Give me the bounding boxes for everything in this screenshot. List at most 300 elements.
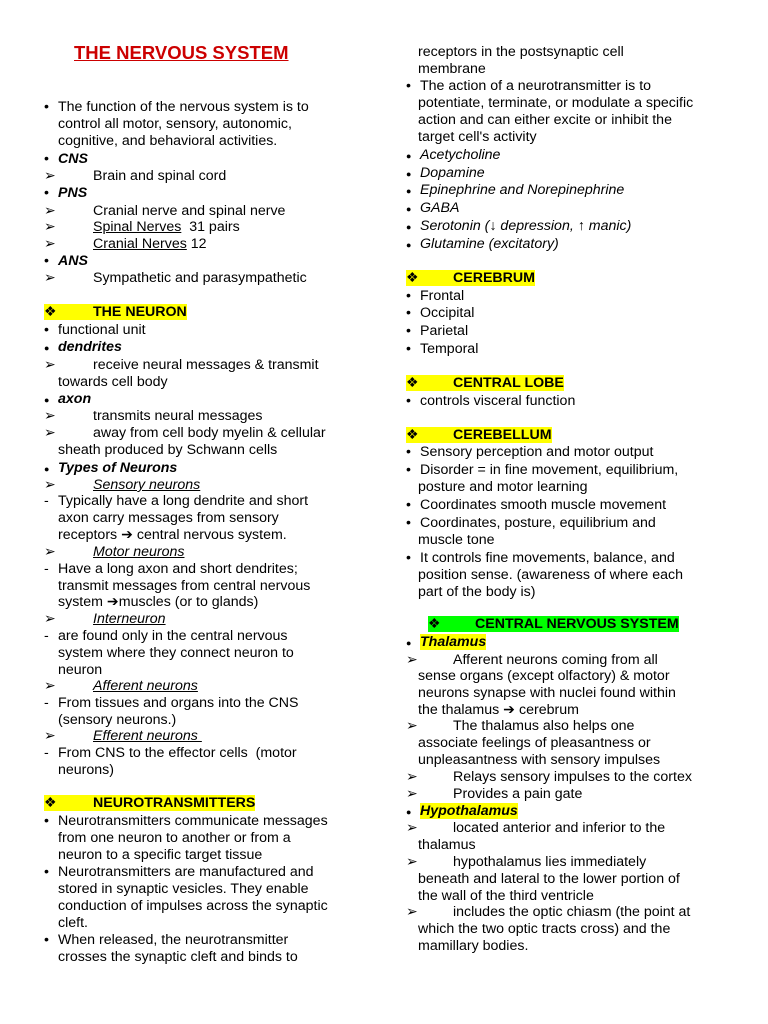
- bullet-marker: •: [44, 185, 49, 201]
- diamond-bullet-icon: ❖: [428, 616, 441, 632]
- line-text: receptors in the postsynaptic cell: [418, 44, 624, 60]
- line-text: neurons): [58, 762, 114, 778]
- line-content: [420, 550, 675, 566]
- bullet-marker: •: [406, 288, 411, 304]
- line-text: from one neuron to another or from a: [58, 830, 291, 846]
- line-content: [58, 322, 146, 338]
- bullet-marker: •: [406, 515, 411, 531]
- arrow-bullet-icon: ➢: [44, 236, 56, 252]
- arrow-bullet-icon: ➢: [44, 477, 56, 493]
- underlined-term: Cranial Nerves: [93, 236, 187, 252]
- line-content: [58, 578, 310, 594]
- line-content: [58, 645, 294, 661]
- right-line-hypothalamus-lies-immediately: [406, 854, 646, 871]
- line-content: [93, 270, 307, 286]
- bullet-marker: ●: [406, 151, 412, 161]
- right-line-epinephrine-and-norepinephrine: [406, 182, 624, 199]
- line-text: The action of a neurotransmitter is to: [420, 78, 652, 94]
- line-text: Interneuron: [93, 611, 166, 627]
- right-line-acetycholine: [406, 147, 500, 164]
- left-line-the-neuron: [44, 304, 187, 321]
- left-line-sensory-neurons: [58, 712, 176, 729]
- line-text: located anterior and inferior to the: [453, 820, 666, 836]
- line-text: Provides a pain gate: [453, 786, 583, 802]
- line-text: From CNS to the effector cells (motor: [58, 745, 297, 761]
- line-text: Typically have a long dendrite and short: [58, 493, 309, 509]
- line-text: Disorder = in fine movement, equilibrium,: [420, 462, 679, 478]
- line-content: [420, 393, 575, 409]
- right-line-receptors-in-the-postsynaptic-cell: [418, 44, 624, 61]
- highlight: [428, 616, 679, 632]
- line-text: CNS: [58, 151, 88, 167]
- line-text: receive neural messages & transmit: [93, 357, 319, 373]
- line-content: [93, 236, 207, 252]
- bullet-marker: •: [406, 497, 411, 513]
- line-content: [93, 611, 166, 627]
- line-text: potentiate, terminate, or modulate a specific: [418, 95, 694, 111]
- right-line-includes-the-optic-chiasm-the-point-at: [406, 904, 690, 921]
- line-content: [418, 752, 660, 768]
- line-text: system ➔muscles (or to glands): [58, 594, 259, 610]
- bullet-marker: •: [406, 341, 411, 357]
- left-line-system-where-they-connect-neuron-to: [58, 645, 294, 662]
- line-content: [420, 236, 559, 252]
- left-line-from-one-neuron-to-another-or-from-a: [58, 830, 291, 847]
- line-content: [420, 444, 653, 460]
- bullet-marker: •: [44, 151, 49, 167]
- right-line-the-thalamus-also-helps-one: [406, 718, 634, 735]
- right-line-occipital: [406, 305, 474, 322]
- left-line-brain-and-spinal-cord: [44, 168, 226, 185]
- arrow-bullet-icon: ➢: [44, 270, 56, 286]
- line-content: [420, 288, 464, 304]
- right-line-associate-feelings-of-pleasantness-or: [418, 735, 651, 752]
- left-line-sheath-produced-by-schwann-cells: [58, 442, 277, 459]
- line-content: [58, 460, 177, 476]
- line-content: [420, 497, 666, 513]
- line-text: Thalamus: [420, 634, 487, 650]
- right-line-frontal: [406, 288, 464, 305]
- bullet-marker: ●: [44, 395, 50, 405]
- left-line-crosses-the-synaptic-cleft-and-binds-to: [58, 949, 298, 966]
- line-text: transmits neural messages: [93, 408, 263, 424]
- arrow-bullet-icon: ➢: [44, 168, 56, 184]
- line-content: [93, 678, 198, 694]
- right-line-hypothalamus: [406, 803, 518, 820]
- left-line-the-function-of-the-nervous-system-is-to: [44, 99, 309, 116]
- line-content: [58, 442, 277, 458]
- line-content: [58, 151, 88, 167]
- line-text: Glutamine (excitatory): [420, 236, 559, 252]
- line-text: NEUROTRANSMITTERS: [93, 795, 256, 811]
- right-line-located-anterior-and-inferior-to-the: [406, 820, 665, 837]
- right-line-parietal: [406, 323, 468, 340]
- bullet-marker: -: [44, 745, 49, 761]
- line-content: [420, 323, 468, 339]
- bullet-marker: ●: [406, 204, 412, 214]
- left-line-conduction-of-impulses-across-the-synapt: [58, 898, 328, 915]
- line-text: Coordinates, posture, equilibrium and: [420, 515, 656, 531]
- highlight: [406, 375, 564, 391]
- line-text: the wall of the third ventricle: [418, 888, 594, 904]
- bullet-marker: ●: [44, 343, 50, 353]
- arrow-bullet-icon: ➢: [406, 769, 418, 785]
- line-text: ANS: [58, 253, 88, 269]
- line-text: 31 pairs: [181, 219, 240, 235]
- bullet-marker: ●: [406, 169, 412, 179]
- right-line-temporal: [406, 341, 478, 358]
- left-line-sensory-neurons: [44, 477, 200, 494]
- right-line-beneath-and-lateral-to-the-lower-portion: [418, 871, 680, 888]
- line-text: Acetycholine: [420, 147, 501, 163]
- line-text: Efferent neurons: [93, 728, 202, 744]
- bullet-marker: •: [406, 444, 411, 460]
- left-line-axon-carry-messages-from-sensory: [58, 510, 279, 527]
- right-line-action-and-can-either-excite-or-inhibit-: [418, 112, 672, 129]
- line-content: [418, 479, 588, 495]
- left-line-efferent-neurons: [44, 728, 202, 745]
- line-text: action and can either excite or inhibit the: [418, 112, 672, 128]
- bullet-marker: -: [44, 695, 49, 711]
- bullet-marker: •: [44, 322, 49, 338]
- line-text: receptors ➔ central nervous system.: [58, 527, 287, 543]
- line-content: [58, 594, 258, 610]
- arrow-bullet-icon: ➢: [44, 611, 56, 627]
- diamond-bullet-icon: ❖: [406, 427, 419, 443]
- line-content: [58, 813, 328, 829]
- highlight: [44, 304, 187, 320]
- line-content: [418, 112, 672, 128]
- line-content: [58, 391, 91, 407]
- left-line-transmit-messages-from-central-nervous: [58, 578, 310, 595]
- line-text: sense organs (except olfactory) & motor: [418, 668, 670, 684]
- line-content: [418, 567, 683, 583]
- bullet-marker: -: [44, 493, 49, 509]
- line-content: [58, 374, 168, 390]
- right-line-central-nervous-system: [428, 616, 679, 633]
- arrow-bullet-icon: ➢: [44, 357, 56, 373]
- diamond-bullet-icon: ❖: [44, 304, 57, 320]
- line-text: away from cell body myelin & cellular: [93, 425, 326, 441]
- right-line-membrane: [418, 61, 486, 78]
- line-text: transmit messages from central nervous: [58, 578, 311, 594]
- right-line-provides-a-pain-gate: [406, 786, 582, 803]
- bullet-marker: •: [44, 813, 49, 829]
- line-content: [58, 510, 279, 526]
- highlight: [406, 270, 535, 286]
- right-line-muscle-tone: [418, 532, 495, 549]
- line-content: [58, 949, 298, 965]
- line-text: axon: [58, 391, 92, 407]
- highlight: [420, 634, 486, 650]
- line-content: [418, 668, 670, 684]
- line-content: [58, 864, 314, 880]
- left-line-neuron: [58, 662, 102, 679]
- left-line-when-released-the-neurotransmitter: [44, 932, 288, 949]
- left-line-have-a-long-axon-and-short-dendrites: [44, 561, 298, 578]
- line-content: [453, 652, 658, 668]
- line-text: Dopamine: [420, 165, 485, 181]
- line-text: GABA: [420, 200, 460, 216]
- line-content: [58, 915, 88, 931]
- left-line-from-cns-to-the-effector-cells-motor: [44, 745, 297, 762]
- left-line-receive-neural-messages-transmit: [44, 357, 319, 374]
- diamond-bullet-icon: ❖: [406, 375, 419, 391]
- bullet-marker: •: [406, 393, 411, 409]
- highlight: [44, 795, 255, 811]
- arrow-bullet-icon: ➢: [406, 786, 418, 802]
- left-line-from-tissues-and-organs-into-the-cns: [44, 695, 299, 712]
- right-line-mamillary-bodies: [418, 938, 528, 955]
- line-text: Sensory neurons: [93, 477, 201, 493]
- line-content: [453, 820, 665, 836]
- line-content: [58, 116, 292, 132]
- left-line-axon: [44, 391, 91, 408]
- line-content: [93, 219, 240, 235]
- right-line-neurons-synapse-with-nuclei-found-within: [418, 685, 676, 702]
- arrow-bullet-icon: ➢: [44, 425, 56, 441]
- line-text: Neurotransmitters communicate messages: [58, 813, 328, 829]
- right-line-thalamus: [406, 634, 486, 651]
- line-text: Afferent neurons coming from all: [453, 652, 658, 668]
- right-line-disorder-in-fine-movement-equilibrium: [406, 462, 678, 479]
- left-line-neurotransmitters-are-manufactured-and: [44, 864, 314, 881]
- line-text: CENTRAL NERVOUS SYSTEM: [475, 616, 679, 632]
- left-line-transmits-neural-messages: [44, 408, 263, 425]
- line-content: [93, 728, 202, 744]
- arrow-bullet-icon: ➢: [44, 544, 56, 560]
- line-text: towards cell body: [58, 374, 168, 390]
- right-line-part-of-the-body-is: [418, 584, 536, 601]
- bullet-marker: •: [406, 462, 411, 478]
- line-content: [93, 357, 319, 373]
- line-content: [58, 185, 87, 201]
- right-line-central-lobe: [406, 375, 564, 392]
- right-line-sense-organs-except-olfactory-motor: [418, 668, 670, 685]
- right-line-potentiate-terminate-or-modulate-a-speci: [418, 95, 693, 112]
- line-content: [420, 182, 624, 198]
- bullet-marker: •: [44, 932, 49, 948]
- left-line-neurotransmitters: [44, 795, 255, 812]
- arrow-bullet-icon: ➢: [44, 728, 56, 744]
- line-content: [453, 718, 634, 734]
- line-text: 12: [186, 236, 207, 252]
- line-content: [420, 147, 500, 163]
- left-line-away-from-cell-body-myelin-cellular: [44, 425, 326, 442]
- left-line-the-nervous-system: [74, 44, 289, 61]
- line-text: THE NEURON: [93, 304, 187, 320]
- right-line-glutamine-excitatory: [406, 236, 559, 253]
- line-text: muscle tone: [418, 532, 495, 548]
- line-content: [418, 938, 528, 954]
- line-content: [420, 341, 478, 357]
- line-content: [58, 253, 88, 269]
- arrow-bullet-icon: ➢: [44, 408, 56, 424]
- line-text: Brain and spinal cord: [93, 168, 227, 184]
- bullet-marker: ●: [406, 222, 412, 232]
- line-content: [420, 78, 651, 94]
- line-content: [453, 854, 646, 870]
- right-line-which-the-two-optic-tracts-cross-and-the: [418, 921, 670, 938]
- line-text: membrane: [418, 61, 486, 77]
- arrow-bullet-icon: ➢: [406, 854, 418, 870]
- line-content: [58, 712, 176, 728]
- arrow-bullet-icon: ➢: [406, 718, 418, 734]
- line-content: [93, 425, 326, 441]
- left-line-neurons: [58, 762, 114, 779]
- right-line-the-thalamus-cerebrum: [418, 702, 579, 719]
- underlined-term: Spinal Nerves: [93, 219, 182, 235]
- line-content: [58, 493, 308, 509]
- line-content: [418, 837, 476, 853]
- line-text: Cranial nerve and spinal nerve: [93, 203, 286, 219]
- line-text: target cell's activity: [418, 129, 537, 145]
- left-line-sympathetic-and-parasympathetic: [44, 270, 307, 287]
- bullet-marker: •: [44, 864, 49, 880]
- line-content: [58, 932, 288, 948]
- left-line-system-muscles-or-to-glands: [58, 594, 258, 611]
- line-text: Frontal: [420, 288, 465, 304]
- line-text: conduction of impulses across the synaptic: [58, 898, 328, 914]
- right-line-target-cell-s-activity: [418, 129, 537, 146]
- line-text: Coordinates smooth muscle movement: [420, 497, 667, 513]
- line-text: crosses the synaptic cleft and binds to: [58, 949, 298, 965]
- line-text: the thalamus ➔ cerebrum: [418, 702, 579, 718]
- line-content: [93, 544, 184, 560]
- line-content: [93, 408, 263, 424]
- arrow-bullet-icon: ➢: [44, 678, 56, 694]
- left-line-dendrites: [44, 339, 122, 356]
- line-text: stored in synaptic vesicles. They enable: [58, 881, 309, 897]
- left-line-neuron-to-a-specific-target-tissue: [58, 847, 262, 864]
- right-line-cerebellum: [406, 427, 552, 444]
- line-text: functional unit: [58, 322, 146, 338]
- line-text: position sense. (awareness of where each: [418, 567, 683, 583]
- line-content: [420, 305, 474, 321]
- right-line-the-wall-of-the-third-ventricle: [418, 888, 594, 905]
- right-line-the-action-of-a-neurotransmitter-is-to: [406, 78, 651, 95]
- left-line-neurotransmitters-communicate-messages: [44, 813, 328, 830]
- line-content: [453, 769, 692, 785]
- line-content: [418, 888, 594, 904]
- left-line-types-of-neurons: [44, 460, 177, 477]
- line-content: [420, 165, 485, 181]
- line-content: [420, 515, 656, 531]
- line-content: [58, 628, 288, 644]
- line-text: Relays sensory impulses to the cortex: [453, 769, 692, 785]
- line-text: are found only in the central nervous: [58, 628, 288, 644]
- line-content: [93, 203, 285, 219]
- bullet-marker: •: [406, 550, 411, 566]
- line-text: When released, the neurotransmitter: [58, 932, 289, 948]
- right-line-coordinates-smooth-muscle-movement: [406, 497, 666, 514]
- line-text: Afferent neurons: [93, 678, 198, 694]
- line-text: Occipital: [420, 305, 475, 321]
- line-text: Have a long axon and short dendrites;: [58, 561, 298, 577]
- line-content: [418, 584, 536, 600]
- line-text: control all motor, sensory, autonomic,: [58, 116, 292, 132]
- line-text: part of the body is): [418, 584, 536, 600]
- left-line-motor-neurons: [44, 544, 184, 561]
- left-line-stored-in-synaptic-vesicles-they-enable: [58, 881, 309, 898]
- right-line-thalamus: [418, 837, 476, 854]
- line-text: CENTRAL LOBE: [453, 375, 564, 391]
- line-text: Hypothalamus: [420, 803, 518, 819]
- line-content: [58, 133, 277, 149]
- line-content: [418, 95, 693, 111]
- line-content: [58, 881, 309, 897]
- bullet-marker: ●: [406, 807, 412, 817]
- bullet-marker: ●: [406, 186, 412, 196]
- right-line-position-sense-awareness-of-where-each: [418, 567, 683, 584]
- line-content: [418, 921, 670, 937]
- bullet-marker: -: [44, 628, 49, 644]
- right-line-posture-and-motor-learning: [418, 479, 588, 496]
- line-content: [418, 61, 486, 77]
- right-line-it-controls-fine-movements-balance-and: [406, 550, 675, 567]
- right-line-coordinates-posture-equilibrium-and: [406, 515, 656, 532]
- line-content: [58, 847, 262, 863]
- line-text: unpleasantness with sensory impulses: [418, 752, 661, 768]
- right-line-relays-sensory-impulses-to-the-cortex: [406, 769, 692, 786]
- line-text: (sensory neurons.): [58, 712, 177, 728]
- bullet-marker: •: [44, 99, 49, 115]
- line-text: cleft.: [58, 915, 88, 931]
- right-line-afferent-neurons-coming-from-all: [406, 652, 658, 669]
- line-content: [453, 904, 690, 920]
- line-content: [420, 200, 459, 216]
- bullet-marker: ●: [406, 638, 412, 648]
- left-line-typically-have-a-long-dendrite-and-short: [44, 493, 308, 510]
- line-content: [58, 662, 102, 678]
- line-content: [420, 218, 631, 234]
- left-line-12: [44, 236, 207, 253]
- left-line-pns: [44, 185, 87, 202]
- arrow-bullet-icon: ➢: [44, 219, 56, 235]
- line-content: [74, 42, 289, 63]
- right-line-gaba: [406, 200, 459, 217]
- left-line-control-all-motor-sensory-autonomic: [58, 116, 292, 133]
- line-content: [418, 685, 676, 701]
- arrow-bullet-icon: ➢: [406, 820, 418, 836]
- left-line-cranial-nerve-and-spinal-nerve: [44, 203, 285, 220]
- line-content: [418, 735, 651, 751]
- line-text: cognitive, and behavioral activities.: [58, 133, 278, 149]
- line-content: [93, 168, 226, 184]
- line-content: [420, 462, 678, 478]
- line-text: CEREBELLUM: [453, 427, 552, 443]
- left-line-ans: [44, 253, 88, 270]
- line-content: [58, 830, 291, 846]
- line-content: [58, 762, 114, 778]
- arrow-bullet-icon: ➢: [44, 203, 56, 219]
- line-text: Parietal: [420, 323, 469, 339]
- page-title: THE NERVOUS SYSTEM: [74, 42, 289, 63]
- line-text: system where they connect neuron to: [58, 645, 294, 661]
- line-content: [58, 339, 122, 355]
- line-content: [58, 695, 299, 711]
- bullet-marker: •: [406, 78, 411, 94]
- diamond-bullet-icon: ❖: [44, 795, 57, 811]
- line-text: associate feelings of pleasantness or: [418, 735, 651, 751]
- line-content: [418, 44, 624, 60]
- right-line-dopamine: [406, 165, 485, 182]
- line-content: [418, 702, 579, 718]
- line-text: CEREBRUM: [453, 270, 535, 286]
- line-text: The function of the nervous system is to: [58, 99, 309, 115]
- line-content: [418, 871, 680, 887]
- left-line-cognitive-and-behavioral-activities: [58, 133, 277, 150]
